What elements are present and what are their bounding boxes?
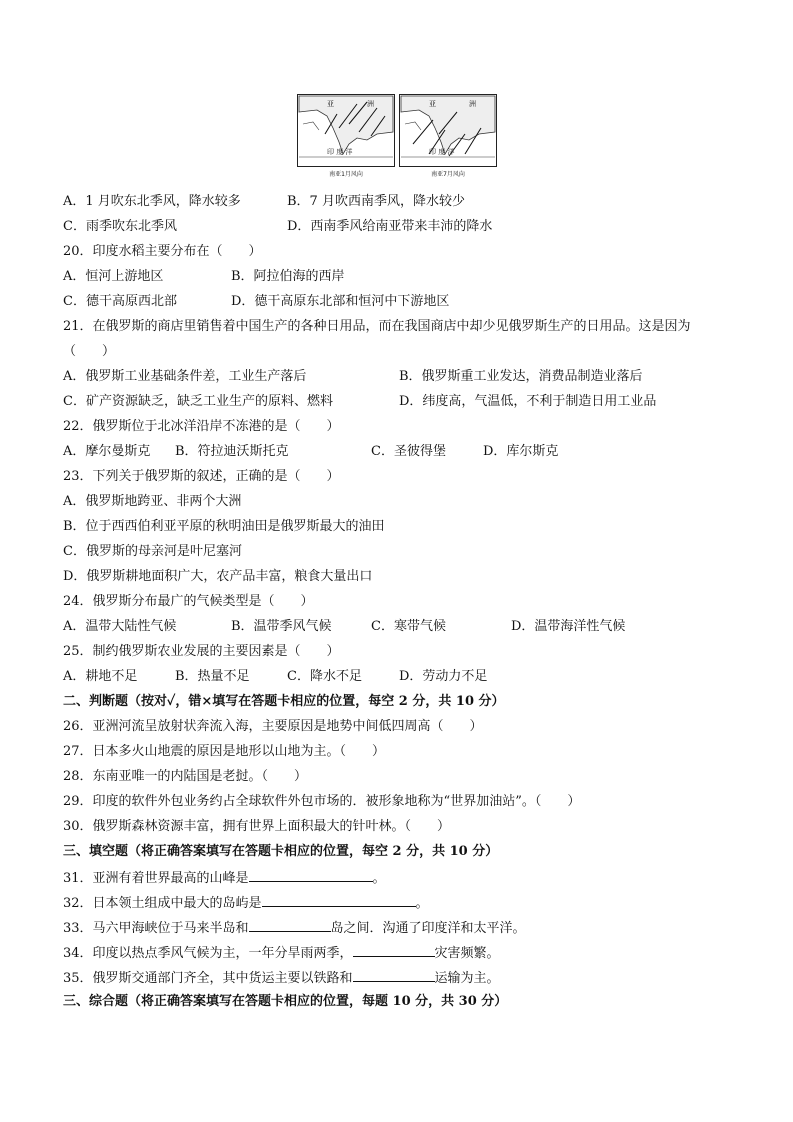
q21-option-d: D．纬度高，气温低，不利于制造日用工业品: [399, 394, 657, 409]
answer-blank[interactable]: [353, 969, 435, 982]
q26: 26．亚洲河流呈放射状奔流入海，主要原因是地势中间低四周高（ ）: [63, 719, 483, 734]
q19-option-b: B．7 月吹西南季风，降水较少: [287, 194, 465, 209]
q29: 29．印度的软件外包业务约占全球软件外包市场的．被形象地称为“世界加油站”。（ ）: [63, 794, 581, 809]
q24-option-d: D．温带海洋性气候: [511, 619, 626, 634]
q21-stem: 21．在俄罗斯的商店里销售着中国生产的各种日用品，而在我国商店中却少见俄罗斯生产的日用品。这是因为: [63, 319, 691, 334]
q23-option-d: D．俄罗斯耕地面积广大，农产品丰富，粮食大量出口: [63, 569, 373, 584]
q23-stem: 23．下列关于俄罗斯的叙述，正确的是（ ）: [63, 469, 340, 484]
label-zhou: 洲: [469, 100, 476, 108]
q21-options-row2: [63, 394, 657, 410]
q21-options-row1: [63, 369, 643, 385]
q19-options-row1: [63, 194, 465, 210]
q21-option-c: C．矿产资源缺乏，缺乏工业生产的原料、燃料: [63, 394, 333, 409]
q30: 30．俄罗斯森林资源丰富，拥有世界上面积最大的针叶林。（ ）: [63, 819, 451, 834]
map-july-wind: [399, 94, 497, 180]
section3-heading: 三、填空题（将正确答案填写在答题卡相应的位置，每空 2 分，共 10 分）: [63, 844, 499, 859]
q20-options-row2: [63, 294, 450, 310]
q33: 33．马六甲海峡位于马来半岛和 岛之间．沟通了印度洋和太平洋。: [63, 921, 526, 936]
answer-blank[interactable]: [353, 944, 435, 957]
q23-option-b: B．位于西西伯利亚平原的秋明油田是俄罗斯最大的油田: [63, 519, 385, 534]
q27: 27．日本多火山地震的原因是地形以山地为主。（ ）: [63, 744, 386, 759]
q20-option-d: D．德干高原东北部和恒河中下游地区: [231, 294, 450, 309]
q20-option-c: C．德干高原西北部: [63, 294, 177, 309]
q32: 32．日本领土组成中最大的岛屿是 。: [63, 896, 429, 911]
section2-heading: 二、判断题（按对✓，错×填写在答题卡相应的位置，每空 2 分，共 10 分）: [63, 694, 505, 709]
q24-option-c: C．寒带气候: [371, 619, 446, 634]
q23-option-c: C．俄罗斯的母亲河是叶尼塞河: [63, 544, 242, 559]
q22-option-a: A．摩尔曼斯克: [63, 444, 151, 459]
q25-option-d: D．劳动力不足: [399, 669, 488, 684]
answer-blank[interactable]: [249, 919, 331, 932]
map-january-wind: [297, 94, 395, 180]
q21-option-a: A．俄罗斯工业基础条件差，工业生产落后: [63, 369, 307, 384]
q19-option-a: A．1 月吹东北季风，降水较多: [63, 194, 241, 209]
q20-option-a: A．恒河上游地区: [63, 269, 164, 284]
answer-blank[interactable]: [249, 869, 373, 882]
q25-options: [63, 669, 488, 685]
q22-option-c: C．圣彼得堡: [371, 444, 446, 459]
q24-option-b: B．温带季风气候: [231, 619, 332, 634]
label-ocean: 印 度 洋: [429, 148, 455, 156]
label-asia: 亚: [429, 100, 436, 108]
q21-stem-cont: （ ）: [63, 344, 116, 359]
q28: 28．东南亚唯一的内陆国是老挝。（ ）: [63, 769, 308, 784]
q19-option-c: C．雨季吹东北季风: [63, 219, 177, 234]
q25-option-b: B．热量不足: [175, 669, 250, 684]
q20-option-b: B．阿拉伯海的西岸: [231, 269, 345, 284]
label-asia: 亚: [327, 100, 334, 108]
q24-options: [63, 619, 626, 635]
map-caption: 南亚1月风向: [329, 171, 363, 178]
q23-option-a: A．俄罗斯地跨亚、非两个大洲: [63, 494, 242, 509]
q34: 34．印度以热点季风气候为主，一年分旱雨两季， 灾害频繁。: [63, 946, 500, 961]
label-ocean: 印 度 洋: [327, 148, 353, 156]
map-caption: 南亚7月风向: [431, 171, 465, 178]
q22-option-b: B．符拉迪沃斯托克: [175, 444, 289, 459]
q24-stem: 24．俄罗斯分布最广的气候类型是（ ）: [63, 594, 314, 609]
q19-option-d: D．西南季风给南亚带来丰沛的降水: [287, 219, 493, 234]
answer-blank[interactable]: [262, 894, 416, 907]
q25-option-a: A．耕地不足: [63, 669, 138, 684]
monsoon-maps: [297, 94, 497, 180]
q22-stem: 22．俄罗斯位于北冰洋沿岸不冻港的是（ ）: [63, 419, 340, 434]
q25-option-c: C．降水不足: [287, 669, 362, 684]
q20-stem: 20．印度水稻主要分布在（ ）: [63, 244, 262, 259]
q22-options: [63, 444, 559, 460]
section4-heading: 三、综合题（将正确答案填写在答题卡相应的位置，每题 10 分，共 30 分）: [63, 994, 508, 1009]
q21-option-b: B．俄罗斯重工业发达，消费品制造业落后: [399, 369, 643, 384]
q19-options-row2: [63, 219, 493, 235]
q25-stem: 25．制约俄罗斯农业发展的主要因素是（ ）: [63, 644, 340, 659]
q31: 31．亚洲有着世界最高的山峰是 。: [63, 871, 386, 886]
label-zhou: 洲: [367, 100, 374, 108]
q20-options-row1: [63, 269, 345, 285]
q24-option-a: A．温带大陆性气候: [63, 619, 177, 634]
q22-option-d: D．库尔斯克: [483, 444, 559, 459]
q35: 35．俄罗斯交通部门齐全，其中货运主要以铁路和 运输为主。: [63, 971, 500, 986]
